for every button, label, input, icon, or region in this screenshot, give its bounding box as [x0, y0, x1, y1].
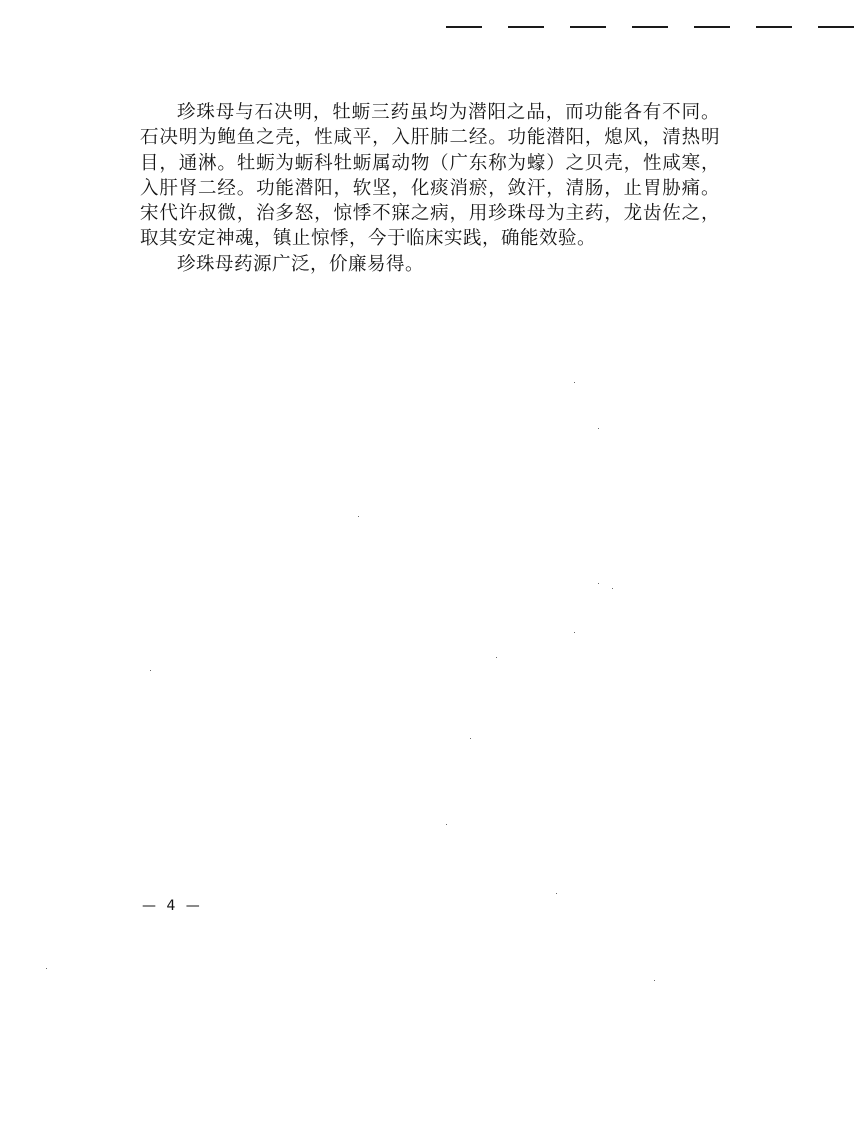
paragraph-2: 珍珠母药源广泛，价廉易得。	[177, 253, 425, 275]
scan-speck	[612, 588, 613, 589]
body-text	[140, 100, 720, 277]
page-number: — 4 —	[142, 898, 203, 914]
dash-mark	[632, 26, 668, 28]
scan-speck	[574, 632, 575, 633]
scan-speck	[654, 980, 655, 981]
scan-speck	[446, 824, 447, 825]
scan-speck	[150, 670, 151, 671]
scan-speck	[556, 893, 557, 894]
dash-mark	[570, 26, 606, 28]
dash-mark	[446, 26, 482, 28]
scan-speck	[358, 516, 359, 517]
dash-mark	[818, 26, 854, 28]
paragraph-1: 珍珠母与石决明，牡蛎三药虽均为潜阳之品，而功能各有不同。石决明为鲍鱼之壳，性咸平，入肝肺二经。功能潜阳，熄风，清热明目，通淋。牡蛎为蛎科牡蛎属动物（广东称为蠔）之贝壳，性咸寒，入肝肾二经。功能潜阳，软坚，化痰消瘀，敛汗，清肠，止胃胁痛。宋代许叔微，治多怒，惊悸不寐之病，用珍珠母为主药，龙齿佐之，取其安定神魂，镇止惊悸，今于临床实践，确能效验。	[140, 102, 720, 250]
dash-mark	[756, 26, 792, 28]
scan-speck	[496, 657, 497, 658]
scan-speck	[470, 738, 471, 739]
scan-speck	[598, 428, 599, 429]
dash-mark	[694, 26, 730, 28]
top-dash-rule	[446, 26, 866, 30]
scan-speck	[46, 968, 47, 969]
scan-speck	[574, 382, 575, 383]
dash-mark	[508, 26, 544, 28]
scan-speck	[598, 583, 599, 584]
